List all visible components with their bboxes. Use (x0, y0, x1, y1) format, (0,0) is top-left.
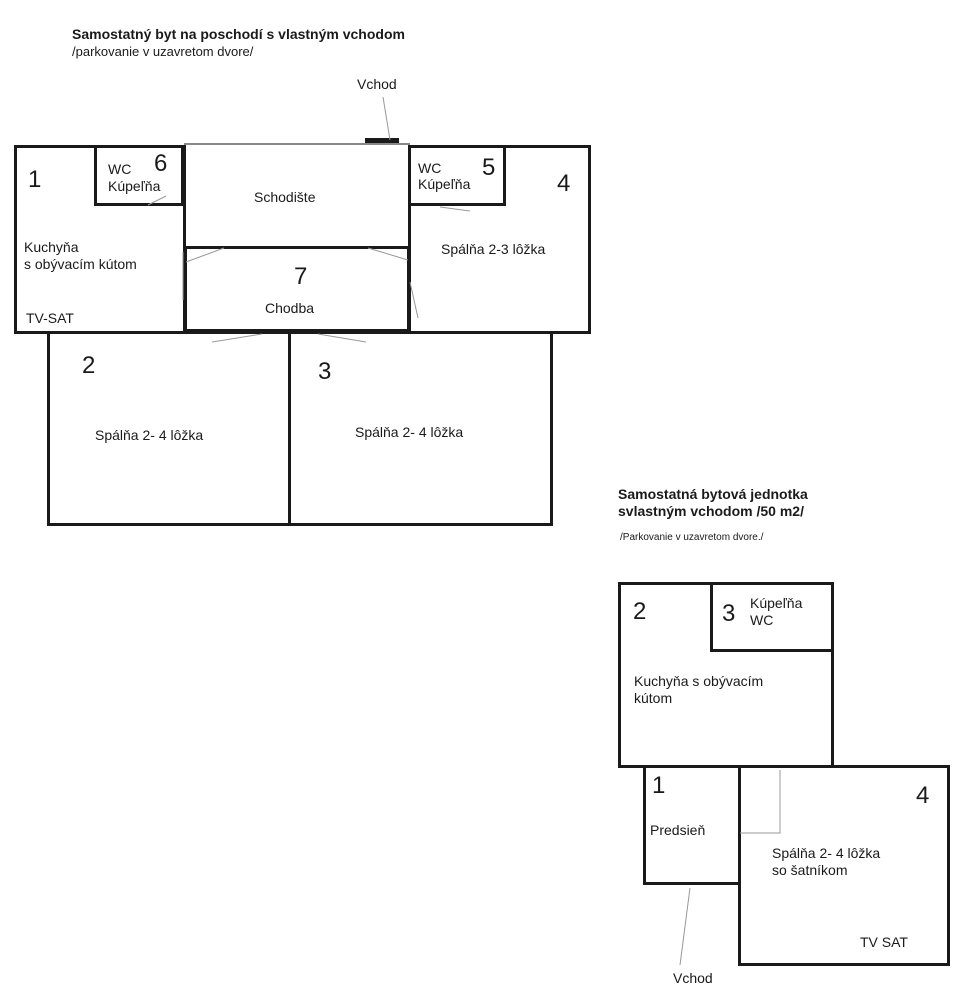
plan1-door-3 (318, 334, 366, 342)
plan2-room-2-label-line2: kútom (634, 690, 673, 706)
plan1-door-2 (212, 334, 262, 342)
plan1-room-6-label-line2: Kúpeľňa (108, 178, 161, 194)
plan2-room-4-tv-sat: TV SAT (860, 934, 908, 950)
plan1-room-1-label-line2: s obývacím kútom (24, 256, 137, 272)
plan2-title-line2: svlastným vchodom /50 m2/ (618, 503, 804, 519)
plan1-door-4b (410, 282, 418, 318)
plan1-room-1-tv-sat: TV-SAT (26, 310, 74, 326)
plan1-room-5-number: 5 (482, 154, 496, 181)
plan1-room-6-number: 6 (154, 150, 168, 177)
plan1-door-1b (186, 248, 224, 262)
plan1-entrance-leader (383, 97, 390, 140)
plan1-room-6-label-line1: WC (108, 161, 132, 177)
plan2-room-4-number: 4 (916, 782, 930, 809)
plan1-room-5-label-line1: WC (418, 160, 442, 176)
plan1-room-3-number: 3 (318, 358, 332, 385)
plan2-room-2-label-line1: Kuchyňa s obývacím (634, 673, 764, 689)
plan1-room-4-label: Spálňa 2-3 lôžka (441, 241, 546, 257)
plan1-title: Samostatný byt na poschodí s vlastným vchodom (72, 26, 405, 42)
plan2-room-4-label-line1: Spálňa 2- 4 lôžka (772, 845, 881, 861)
plan2-room-2-number: 2 (633, 598, 647, 625)
plan2-title-line1: Samostatná bytová jednotka (618, 486, 808, 502)
plan1-entrance-label: Vchod (357, 76, 397, 92)
plan2-entrance-label: Vchod (673, 970, 713, 986)
plan1-room-4-number: 4 (557, 170, 571, 197)
plan1-room-1-label-line1: Kuchyňa (24, 239, 79, 255)
plan1-door-6 (148, 196, 166, 205)
plan1-room-7-label: Chodba (265, 300, 315, 316)
plan1-door-4a (368, 248, 408, 260)
plan2-room-3-label-line2: WC (750, 612, 774, 628)
plan2-room-1-label: Predsieň (650, 822, 706, 838)
plan2-entrance-leader (680, 888, 690, 965)
plan1-room-3-label: Spálňa 2- 4 lôžka (355, 424, 464, 440)
plan1-room-1-number: 1 (28, 166, 42, 193)
plan1-door-5 (440, 207, 470, 211)
plan2-room-4-label-line2: so šatníkom (772, 862, 848, 878)
plan2-room-3-label-line1: Kúpeľňa (750, 595, 803, 611)
plan2-room-3-number: 3 (722, 600, 736, 627)
plan1-room-2-label: Spálňa 2- 4 lôžka (95, 427, 204, 443)
plan1-stairs-label: Schodište (254, 189, 316, 205)
plan2-subtitle: /Parkovanie v uzavretom dvore./ (620, 532, 764, 543)
plan1-room-5-label-line2: Kúpeľňa (418, 176, 471, 192)
plan1-room-7-number: 7 (294, 263, 308, 290)
plan2-room-1-number: 1 (652, 772, 666, 799)
plan2-door-4 (740, 770, 780, 833)
plan1-room-2-number: 2 (82, 352, 96, 379)
plan1-subtitle: /parkovanie v uzavretom dvore/ (72, 44, 254, 59)
